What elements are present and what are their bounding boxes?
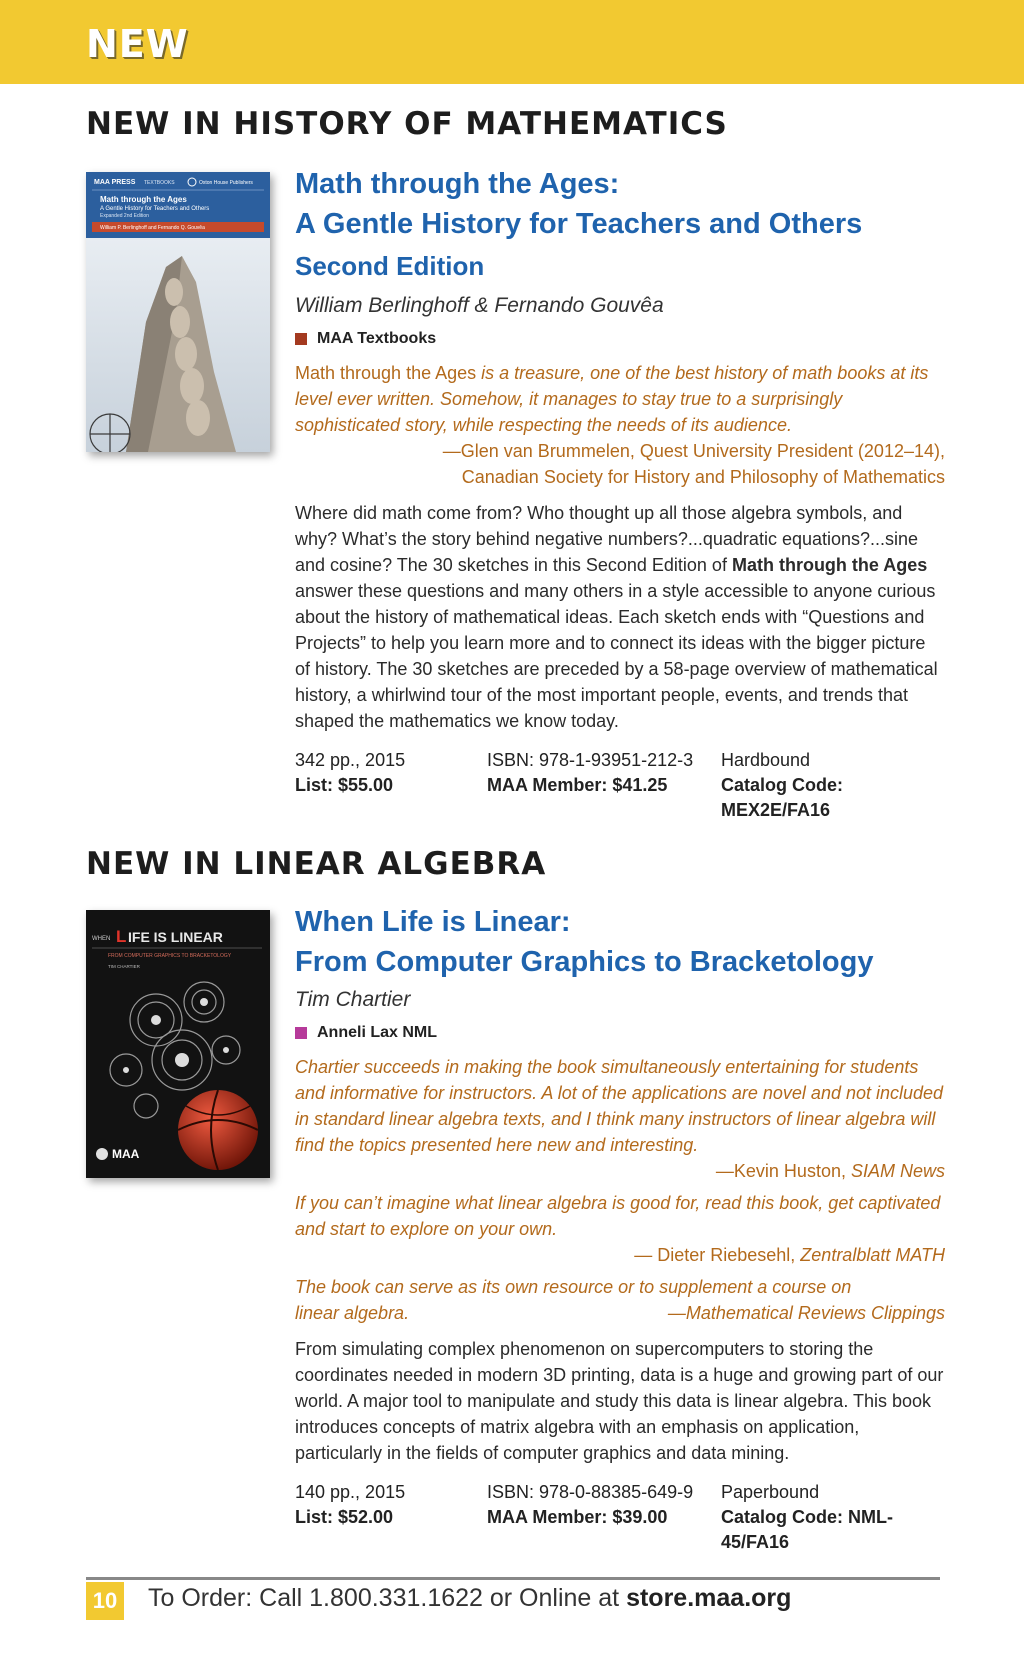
book-list-price: List: $52.00: [295, 1507, 394, 1527]
desc-part2: answer these questions and many others in a style accessible to anyone curious about the history of mathematical ideas. Each sketch ends with “Questions and Projects” to help you learn more and to connect its ideas with the bigger picture of history. The 30 sketches are preceded by a 58-page overview of mathematical history, a whirlwind tour of the most important people, events, and trends that shaped the mathematics we know today.: [295, 581, 938, 731]
quote3-line2: linear algebra.: [295, 1303, 410, 1323]
section-heading-linear-algebra: NEW IN LINEAR ALGEBRA: [86, 846, 547, 882]
cover-subtitle: FROM COMPUTER GRAPHICS TO BRACKETOLOGY: [108, 953, 232, 959]
series-square-icon: [295, 1027, 307, 1039]
review-quote: [295, 360, 945, 438]
book-authors: Tim Chartier: [295, 988, 411, 1011]
review-quote-1-attribution: [295, 1158, 945, 1184]
cover-authors: William P. Berlinghoff and Fernando Q. Gouvêa: [100, 225, 205, 231]
review-quote-2-attribution: [295, 1242, 945, 1268]
cover-publisher: MAA PRESS: [94, 179, 136, 186]
book-binding: Paperbound: [721, 1482, 820, 1502]
series-name: Anneli Lax NML: [317, 1024, 438, 1041]
quote-attribution-line1: —Glen van Brummelen, Quest University President (2012–14),: [442, 441, 945, 461]
cover-partner: Oxton House Publishers: [199, 180, 253, 186]
cover-title-main: IFE IS LINEAR: [128, 929, 223, 945]
cover-title-prefix: WHEN: [92, 936, 111, 942]
desc-part1: Where did math come from? Who thought up all those algebra symbols, and why? What’s the story behind negative numbers?...quadratic equations?...sine and cosine? The 30 sketches in this Second Edition of: [295, 503, 919, 575]
book-entry-math-through-ages: [295, 164, 945, 823]
review-quote-3: [295, 1274, 945, 1326]
quote-text: is a treasure, one of the best history of math books at its level ever written. Somehow, it manages to stay true to a surprisingly sophisticated story, while respecting the needs of its audience.: [295, 363, 929, 435]
cover-title-first-letter: L: [116, 927, 127, 946]
book-title-line1: When Life is Linear:: [295, 906, 571, 938]
book-title-line2: A Gentle History for Teachers and Others: [295, 208, 863, 240]
book-member-price: MAA Member: $39.00: [487, 1507, 668, 1527]
quote-attribution-line2: Canadian Society for History and Philosophy of Mathematics: [461, 467, 945, 487]
new-banner: [0, 0, 1024, 84]
book-authors: William Berlinghoff & Fernando Gouvêa: [295, 294, 664, 317]
cover-edition-note: Expanded 2nd Edition: [100, 213, 149, 219]
footer-divider: [86, 1577, 940, 1580]
book-title-line1: Math through the Ages:: [295, 168, 620, 200]
book-meta: [295, 748, 945, 823]
cover-illustration: [86, 910, 270, 1178]
review-quote-2: If you can’t imagine what linear algebra is good for, read this book, get captivated and start to explore on your own.: [295, 1193, 941, 1239]
cover-author: TIM CHARTIER: [108, 964, 140, 969]
book-title-line2: From Computer Graphics to Bracketology: [295, 946, 874, 978]
quote3-line1: The book can serve as its own resource or to supplement a course on: [295, 1277, 852, 1297]
book-catalog-code: Catalog Code: NML-45/FA16: [721, 1507, 893, 1552]
series-name: MAA Textbooks: [317, 330, 437, 347]
book-pages: 342 pp., 2015: [295, 750, 406, 770]
book-cover-math-through-ages[interactable]: [86, 172, 270, 452]
quote1-author: —Kevin Huston,: [715, 1161, 851, 1181]
book-member-price: MAA Member: $41.25: [487, 775, 668, 795]
book-description: From simulating complex phenomenon on supercomputers to storing the coordinates needed in modern 3D printing, data is a huge and growing part of our world. A major tool to manipulate and study this data is linear algebra. This book introduces concepts of matrix algebra with an emphasis on application, particularly in the fields of computer graphics and data mining.: [295, 1339, 944, 1463]
cover-logo-text: MAA: [112, 1147, 140, 1161]
book-binding: Hardbound: [721, 750, 811, 770]
book-series: [295, 324, 945, 354]
quote3-attribution: —Mathematical Reviews Clippings: [667, 1303, 945, 1323]
quote-book-title: Math through the Ages: [295, 363, 477, 383]
quote1-source: SIAM News: [850, 1161, 945, 1181]
new-label: NEW: [86, 22, 189, 66]
order-text: To Order: Call 1.800.331.1622 or Online at: [148, 1584, 627, 1612]
review-quote-1: Chartier succeeds in making the book simultaneously entertaining for students and informative for instructors. A lot of the applications are novel and not included in standard linear algebra texts, and I think many instructors of linear algebra will find the topics presented here new and interesting.: [295, 1057, 944, 1155]
book-edition: Second Edition: [295, 251, 485, 281]
desc-bold-title: Math through the Ages: [731, 555, 928, 575]
quote2-source: Zentralblatt MATH: [800, 1245, 945, 1265]
book-series: [295, 1018, 945, 1048]
cover-subtitle: A Gentle History for Teachers and Others: [100, 206, 210, 212]
book-cover-when-life-is-linear[interactable]: [86, 910, 270, 1178]
book-description: [295, 500, 945, 734]
store-link[interactable]: store.maa.org: [626, 1584, 792, 1612]
book-entry-when-life-is-linear: [295, 902, 945, 1555]
cover-illustration: [86, 172, 270, 452]
book-list-price: List: $55.00: [295, 775, 394, 795]
book-catalog-code: Catalog Code: MEX2E/FA16: [721, 775, 844, 820]
page-number: 10: [86, 1582, 124, 1620]
cover-title: Math through the Ages: [100, 195, 187, 204]
book-pages: 140 pp., 2015: [295, 1482, 406, 1502]
maa-logo-icon: [96, 1148, 108, 1160]
series-square-icon: [295, 333, 307, 345]
book-isbn: ISBN: 978-1-93951-212-3: [487, 750, 694, 770]
book-isbn: ISBN: 978-0-88385-649-9: [487, 1482, 694, 1502]
section-heading-history: NEW IN HISTORY OF MATHEMATICS: [86, 106, 728, 142]
book-meta: [295, 1480, 945, 1555]
order-info: [148, 1584, 791, 1613]
quote2-author: — Dieter Riebesehl,: [634, 1245, 801, 1265]
cover-imprint: TEXTBOOKS: [144, 180, 175, 186]
